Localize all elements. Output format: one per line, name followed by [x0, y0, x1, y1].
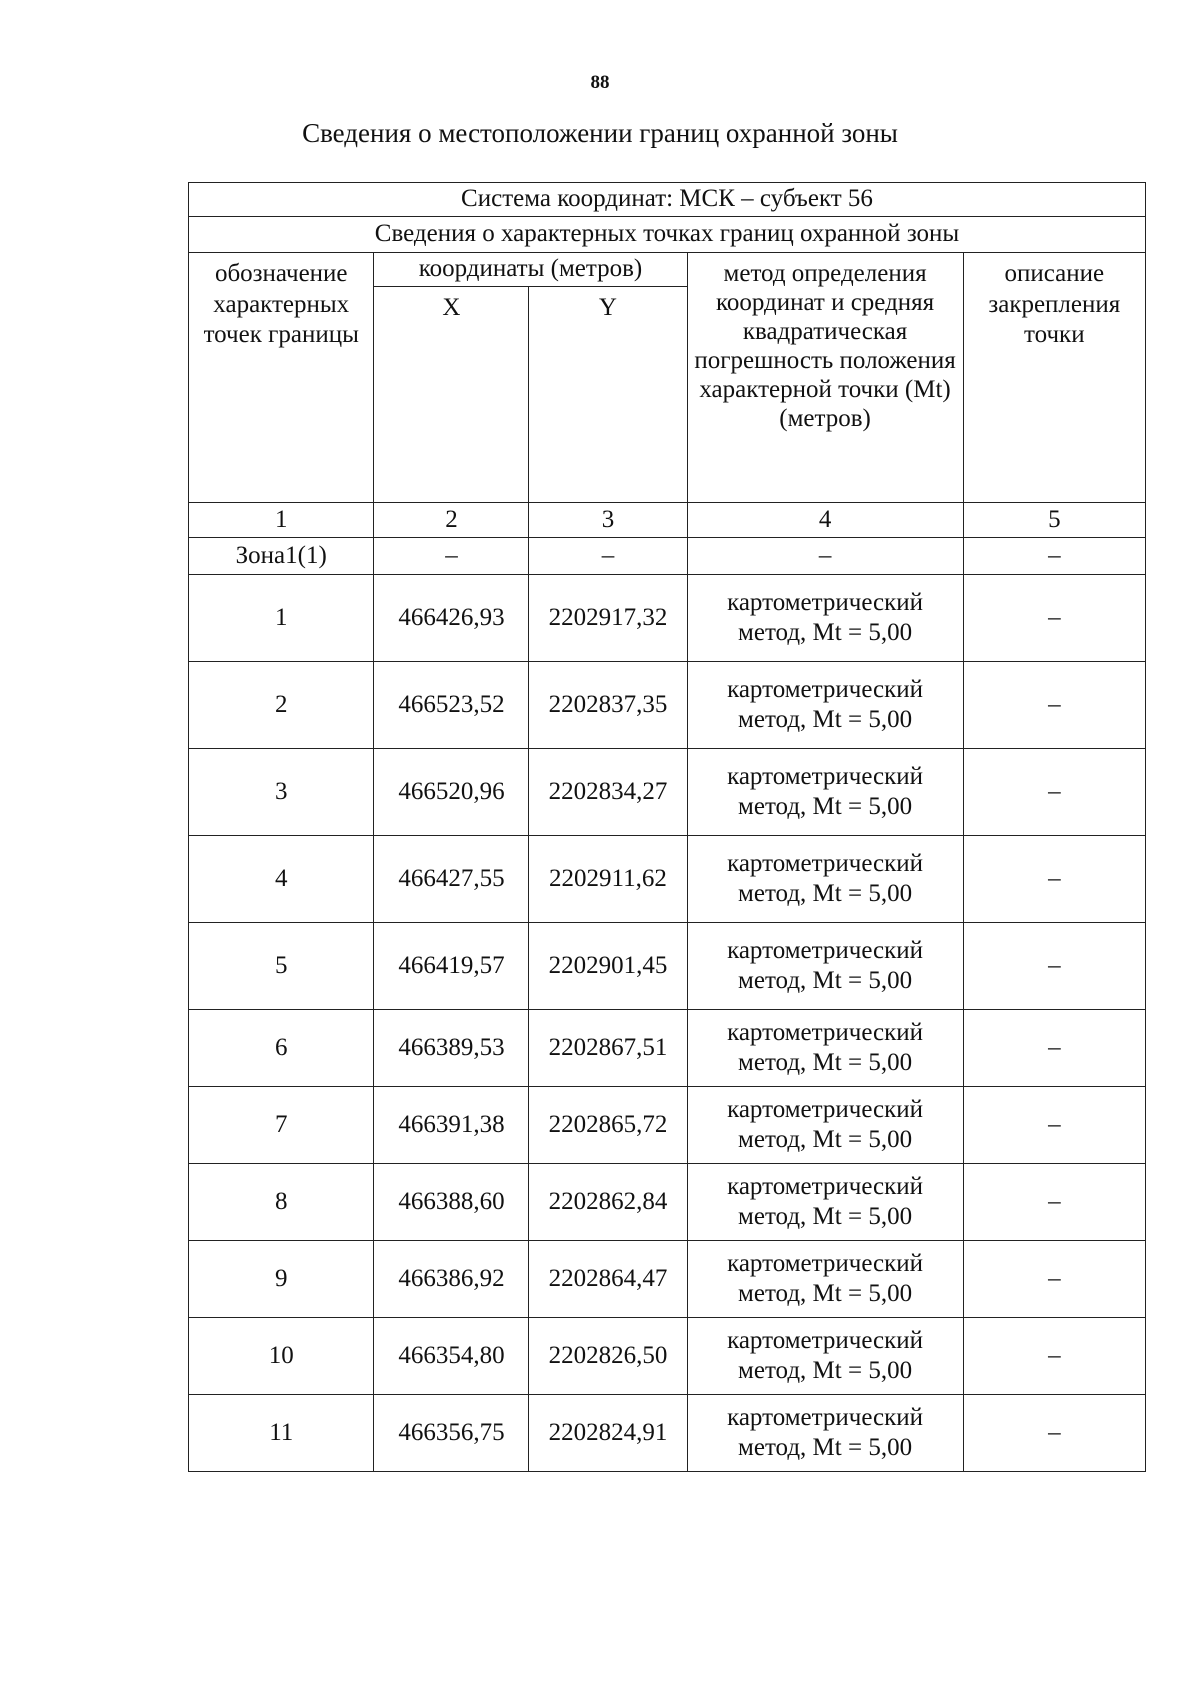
method-cell: [687, 1087, 963, 1164]
column-number: 5: [963, 503, 1145, 538]
column-number: 4: [687, 503, 963, 538]
coordinate-x: 466426,93: [374, 575, 529, 662]
method-line: картометрический: [727, 675, 924, 703]
fixation-cell: –: [963, 1241, 1145, 1318]
method-line: картометрический: [727, 936, 924, 964]
method-cell: [687, 575, 963, 662]
table-row: [189, 1164, 1146, 1241]
table-row: [189, 1010, 1146, 1087]
point-number: 8: [189, 1164, 374, 1241]
page-number: 88: [590, 72, 610, 93]
coordinate-y: 2202901,45: [529, 923, 687, 1010]
table-row: [189, 1087, 1146, 1164]
table-row: [189, 749, 1146, 836]
method-line: картометрический: [727, 1172, 924, 1200]
fixation-cell: –: [963, 1164, 1145, 1241]
point-number: 9: [189, 1241, 374, 1318]
coordinate-y: 2202837,35: [529, 662, 687, 749]
table-row: [189, 575, 1146, 662]
fixation-cell: –: [963, 749, 1145, 836]
coordinate-system-row: Система координат: МСК – субъект 56: [189, 183, 1146, 217]
document-title: Сведения о местоположении границ охранной зоны: [302, 118, 898, 148]
method-line: картометрический: [727, 1018, 924, 1046]
header-coordinates: координаты (метров): [374, 253, 687, 287]
coordinate-x: 466520,96: [374, 749, 529, 836]
method-line: картометрический: [727, 1403, 924, 1431]
coordinate-x: 466523,52: [374, 662, 529, 749]
method-line: метод, Mt = 5,00: [738, 1049, 913, 1076]
fixation-cell: –: [963, 923, 1145, 1010]
coordinate-y: 2202917,32: [529, 575, 687, 662]
coordinate-x: 466386,92: [374, 1241, 529, 1318]
fixation-cell: –: [963, 1318, 1145, 1395]
zone-dash: –: [374, 538, 529, 575]
method-line: картометрический: [727, 1249, 924, 1277]
method-cell: [687, 923, 963, 1010]
zone-dash: –: [687, 538, 963, 575]
point-number: 4: [189, 836, 374, 923]
column-number: 2: [374, 503, 529, 538]
coordinate-y: 2202867,51: [529, 1010, 687, 1087]
method-line: картометрический: [727, 849, 924, 877]
table-row: [189, 836, 1146, 923]
table-row: [189, 923, 1146, 1010]
method-cell: [687, 1010, 963, 1087]
table-row: [189, 1318, 1146, 1395]
point-number: 5: [189, 923, 374, 1010]
fixation-cell: –: [963, 575, 1145, 662]
point-number: 7: [189, 1087, 374, 1164]
fixation-cell: –: [963, 1087, 1145, 1164]
header-method: метод определения координат и средняя квадратическая погрешность положения характерной точки (Mt) (метров): [687, 253, 963, 503]
table-row: [189, 1395, 1146, 1472]
column-number: 3: [529, 503, 687, 538]
zone-dash: –: [963, 538, 1145, 575]
coordinate-x: 466391,38: [374, 1087, 529, 1164]
zone-row: [189, 538, 1146, 575]
table-subtitle-row: Сведения о характерных точках границ охранной зоны: [189, 217, 1146, 253]
coordinate-y: 2202834,27: [529, 749, 687, 836]
method-line: картометрический: [727, 1326, 924, 1354]
coordinate-y: 2202862,84: [529, 1164, 687, 1241]
boundary-points-table: [188, 182, 1146, 1472]
point-number: 10: [189, 1318, 374, 1395]
point-number: 2: [189, 662, 374, 749]
method-line: метод, Mt = 5,00: [738, 1280, 913, 1307]
zone-label: Зона1(1): [189, 538, 374, 575]
fixation-cell: –: [963, 662, 1145, 749]
coordinate-x: 466388,60: [374, 1164, 529, 1241]
method-line: метод, Mt = 5,00: [738, 1434, 913, 1461]
method-cell: [687, 1318, 963, 1395]
method-line: метод, Mt = 5,00: [738, 619, 913, 646]
method-line: метод, Mt = 5,00: [738, 1126, 913, 1153]
method-cell: [687, 1395, 963, 1472]
point-number: 11: [189, 1395, 374, 1472]
method-line: картометрический: [727, 762, 924, 790]
coordinate-x: 466389,53: [374, 1010, 529, 1087]
method-cell: [687, 662, 963, 749]
method-line: метод, Mt = 5,00: [738, 706, 913, 733]
method-cell: [687, 1164, 963, 1241]
coordinate-x: 466419,57: [374, 923, 529, 1010]
fixation-cell: –: [963, 1395, 1145, 1472]
header-fixation: описание закрепления точки: [963, 253, 1145, 503]
coordinate-y: 2202864,47: [529, 1241, 687, 1318]
column-number: 1: [189, 503, 374, 538]
method-line: метод, Mt = 5,00: [738, 880, 913, 907]
method-line: метод, Mt = 5,00: [738, 793, 913, 820]
header-point-designation: обозначение характерных точек границы: [189, 253, 374, 503]
method-line: метод, Mt = 5,00: [738, 967, 913, 994]
fixation-cell: –: [963, 1010, 1145, 1087]
method-line: картометрический: [727, 1095, 924, 1123]
method-line: картометрический: [727, 588, 924, 616]
method-line: метод, Mt = 5,00: [738, 1203, 913, 1230]
method-cell: [687, 1241, 963, 1318]
coordinate-y: 2202911,62: [529, 836, 687, 923]
method-cell: [687, 836, 963, 923]
zone-dash: –: [529, 538, 687, 575]
coordinate-x: 466354,80: [374, 1318, 529, 1395]
method-line: метод, Mt = 5,00: [738, 1357, 913, 1384]
coordinate-y: 2202865,72: [529, 1087, 687, 1164]
coordinate-x: 466427,55: [374, 836, 529, 923]
column-numbers-row: [189, 503, 1146, 538]
point-number: 3: [189, 749, 374, 836]
header-x: X: [374, 287, 529, 503]
header-y: Y: [529, 287, 687, 503]
coordinate-y: 2202826,50: [529, 1318, 687, 1395]
coordinate-x: 466356,75: [374, 1395, 529, 1472]
method-cell: [687, 749, 963, 836]
table-row: [189, 662, 1146, 749]
point-number: 1: [189, 575, 374, 662]
fixation-cell: –: [963, 836, 1145, 923]
coordinate-y: 2202824,91: [529, 1395, 687, 1472]
point-number: 6: [189, 1010, 374, 1087]
table-row: [189, 1241, 1146, 1318]
